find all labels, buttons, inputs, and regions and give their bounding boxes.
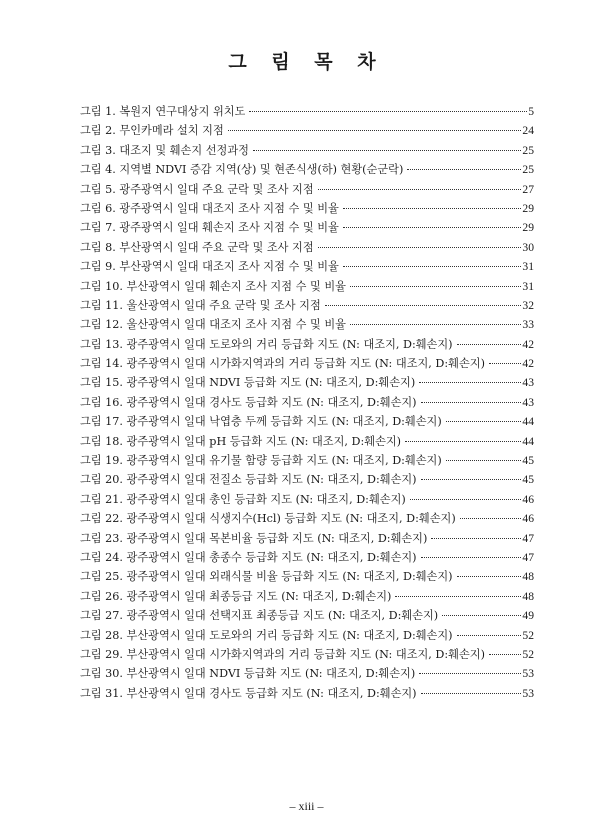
dot-leader bbox=[405, 441, 521, 442]
toc-entry-page: 52 bbox=[522, 647, 534, 661]
toc-entry[interactable] bbox=[80, 626, 534, 645]
toc-entry-title: 그림 16. 광주광역시 일대 경사도 등급화 지도 (N: 대조지, D:훼손지) bbox=[80, 395, 417, 409]
toc-entry-page: 48 bbox=[522, 589, 534, 603]
toc-entry[interactable] bbox=[80, 567, 534, 586]
dot-leader bbox=[228, 130, 522, 131]
toc-entry-title: 그림 29. 부산광역시 일대 시가화지역과의 거리 등급화 지도 (N: 대조지, D:훼손지) bbox=[80, 647, 485, 661]
toc-entry-title: 그림 2. 무인카메라 설치 지점 bbox=[80, 124, 224, 138]
dot-leader bbox=[318, 189, 522, 190]
dot-leader bbox=[446, 421, 522, 422]
dot-leader bbox=[407, 169, 521, 170]
toc-entry[interactable] bbox=[80, 354, 534, 373]
toc-entry-page: 33 bbox=[522, 318, 534, 332]
toc-entry-page: 44 bbox=[522, 434, 534, 448]
dot-leader bbox=[442, 615, 521, 616]
toc-entry-page: 47 bbox=[522, 550, 534, 564]
dot-leader bbox=[460, 518, 522, 519]
dot-leader bbox=[419, 382, 521, 383]
toc-entry[interactable] bbox=[80, 141, 534, 160]
toc-entry-page: 46 bbox=[522, 492, 534, 506]
toc-entry-title: 그림 8. 부산광역시 일대 주요 군락 및 조사 지점 bbox=[80, 240, 314, 254]
dot-leader bbox=[249, 111, 527, 112]
toc-entry[interactable] bbox=[80, 412, 534, 431]
dot-leader bbox=[343, 266, 522, 267]
toc-entry[interactable] bbox=[80, 509, 534, 528]
toc-entry-page: 48 bbox=[522, 570, 534, 584]
toc-entry-page: 53 bbox=[522, 686, 534, 700]
toc-entry-page: 31 bbox=[522, 260, 534, 274]
dot-leader bbox=[489, 363, 521, 364]
toc-entry[interactable] bbox=[80, 160, 534, 179]
dot-leader bbox=[343, 227, 522, 228]
toc-entry-title: 그림 7. 광주광역시 일대 훼손지 조사 지점 수 및 비율 bbox=[80, 221, 339, 235]
dot-leader bbox=[489, 654, 521, 655]
dot-leader bbox=[421, 402, 522, 403]
toc-entry-page: 43 bbox=[522, 395, 534, 409]
toc-entry-page: 31 bbox=[522, 279, 534, 293]
toc-entry[interactable] bbox=[80, 529, 534, 548]
toc-entry[interactable] bbox=[80, 277, 534, 296]
toc-entry[interactable] bbox=[80, 373, 534, 392]
toc-entry-title: 그림 6. 광주광역시 일대 대조지 조사 지점 수 및 비율 bbox=[80, 201, 339, 215]
toc-entry-page: 25 bbox=[522, 143, 534, 157]
toc-entry-title: 그림 18. 광주광역시 일대 pH 등급화 지도 (N: 대조지, D:훼손지) bbox=[80, 434, 402, 448]
page-title: 그 림 목 차 bbox=[228, 51, 385, 73]
toc-entry-page: 25 bbox=[522, 163, 534, 177]
toc-entry-page: 29 bbox=[522, 201, 534, 215]
toc-entry-page: 46 bbox=[522, 512, 534, 526]
toc-entry-title: 그림 31. 부산광역시 일대 경사도 등급화 지도 (N: 대조지, D:훼손지) bbox=[80, 686, 417, 700]
toc-entry-title: 그림 24. 광주광역시 일대 총종수 등급화 지도 (N: 대조지, D:훼손지) bbox=[80, 550, 417, 564]
dot-leader bbox=[395, 596, 521, 597]
figure-list bbox=[80, 102, 534, 703]
toc-entry[interactable] bbox=[80, 180, 534, 199]
toc-entry-page: 52 bbox=[522, 628, 534, 642]
toc-entry[interactable] bbox=[80, 257, 534, 276]
dot-leader bbox=[343, 208, 522, 209]
toc-entry-title: 그림 12. 울산광역시 일대 대조지 조사 지점 수 및 비율 bbox=[80, 318, 346, 332]
toc-entry-title: 그림 10. 부산광역시 일대 훼손지 조사 지점 수 및 비율 bbox=[80, 279, 346, 293]
toc-entry-title: 그림 20. 광주광역시 일대 전질소 등급화 지도 (N: 대조지, D:훼손지) bbox=[80, 473, 417, 487]
dot-leader bbox=[419, 673, 521, 674]
toc-entry-page: 32 bbox=[522, 298, 534, 312]
toc-entry[interactable] bbox=[80, 470, 534, 489]
toc-entry-page: 53 bbox=[522, 667, 534, 681]
dot-leader bbox=[457, 635, 522, 636]
toc-entry[interactable] bbox=[80, 238, 534, 257]
dot-leader bbox=[318, 247, 522, 248]
dot-leader bbox=[431, 538, 521, 539]
toc-entry-page: 42 bbox=[522, 337, 534, 351]
toc-entry-title: 그림 1. 복원지 연구대상지 위치도 bbox=[80, 105, 246, 118]
toc-entry-title: 그림 28. 부산광역시 일대 도로와의 거리 등급화 지도 (N: 대조지, D:훼손지) bbox=[80, 628, 453, 642]
toc-entry-page: 5 bbox=[528, 105, 534, 118]
dot-leader bbox=[350, 324, 521, 325]
dot-leader bbox=[421, 479, 522, 480]
toc-entry-page: 47 bbox=[522, 531, 534, 545]
toc-entry[interactable] bbox=[80, 548, 534, 567]
toc-entry-page: 27 bbox=[522, 182, 534, 196]
toc-entry-title: 그림 11. 울산광역시 일대 주요 군락 및 조사 지점 bbox=[80, 298, 321, 312]
toc-entry[interactable] bbox=[80, 121, 534, 140]
toc-entry-title: 그림 15. 광주광역시 일대 NDVI 등급화 지도 (N: 대조지, D:훼손지) bbox=[80, 376, 416, 390]
toc-entry[interactable] bbox=[80, 606, 534, 625]
toc-entry-page: 24 bbox=[522, 124, 534, 138]
toc-entry[interactable] bbox=[80, 587, 534, 606]
toc-entry-page: 42 bbox=[522, 357, 534, 371]
toc-entry-page: 45 bbox=[522, 473, 534, 487]
dot-leader bbox=[457, 576, 522, 577]
toc-entry-title: 그림 27. 광주광역시 일대 선택지표 최종등급 지도 (N: 대조지, D:훼손지) bbox=[80, 609, 439, 623]
toc-entry[interactable] bbox=[80, 199, 534, 218]
toc-entry[interactable] bbox=[80, 218, 534, 237]
toc-entry-title: 그림 4. 지역별 NDVI 증감 지역(상) 및 현존식생(하) 현황(순군락) bbox=[80, 163, 404, 177]
toc-entry-title: 그림 9. 부산광역시 일대 대조지 조사 지점 수 및 비율 bbox=[80, 260, 339, 274]
toc-entry[interactable] bbox=[80, 684, 534, 703]
toc-entry[interactable] bbox=[80, 335, 534, 354]
toc-entry-title: 그림 22. 광주광역시 일대 식생지수(Hcl) 등급화 지도 (N: 대조지, D:훼손지) bbox=[80, 512, 456, 526]
toc-entry-page: 29 bbox=[522, 221, 534, 235]
dot-leader bbox=[325, 305, 522, 306]
toc-entry[interactable] bbox=[80, 645, 534, 664]
dot-leader bbox=[253, 150, 521, 151]
toc-entry-page: 44 bbox=[522, 415, 534, 429]
dot-leader bbox=[410, 499, 522, 500]
toc-entry-title: 그림 19. 광주광역시 일대 유기물 함량 등급화 지도 (N: 대조지, D:훼손지) bbox=[80, 454, 442, 468]
toc-entry[interactable] bbox=[80, 664, 534, 683]
toc-entry-title: 그림 17. 광주광역시 일대 낙엽층 두께 등급화 지도 (N: 대조지, D:훼손지) bbox=[80, 415, 442, 429]
toc-entry-page: 30 bbox=[522, 240, 534, 254]
toc-entry[interactable] bbox=[80, 490, 534, 509]
dot-leader bbox=[446, 460, 522, 461]
toc-entry-title: 그림 21. 광주광역시 일대 총인 등급화 지도 (N: 대조지, D:훼손지) bbox=[80, 492, 406, 506]
dot-leader bbox=[457, 344, 522, 345]
toc-entry[interactable] bbox=[80, 451, 534, 470]
page-number: – xiii – bbox=[289, 799, 324, 813]
toc-entry[interactable] bbox=[80, 393, 534, 412]
dot-leader bbox=[350, 286, 521, 287]
toc-entry-title: 그림 30. 부산광역시 일대 NDVI 등급화 지도 (N: 대조지, D:훼손지) bbox=[80, 667, 416, 681]
toc-entry-title: 그림 23. 광주광역시 일대 목본비율 등급화 지도 (N: 대조지, D:훼손지) bbox=[80, 531, 428, 545]
toc-entry-title: 그림 14. 광주광역시 일대 시가화지역과의 거리 등급화 지도 (N: 대조지, D:훼손지) bbox=[80, 357, 485, 371]
toc-entry-page: 43 bbox=[522, 376, 534, 390]
toc-entry[interactable] bbox=[80, 432, 534, 451]
dot-leader bbox=[421, 557, 522, 558]
toc-entry-page: 45 bbox=[522, 454, 534, 468]
dot-leader bbox=[421, 693, 522, 694]
toc-entry-page: 49 bbox=[522, 609, 534, 623]
toc-entry-title: 그림 25. 광주광역시 일대 외래식물 비율 등급화 지도 (N: 대조지, D:훼손지) bbox=[80, 570, 453, 584]
toc-entry[interactable] bbox=[80, 102, 534, 121]
toc-entry[interactable] bbox=[80, 315, 534, 334]
toc-entry-title: 그림 5. 광주광역시 일대 주요 군락 및 조사 지점 bbox=[80, 182, 314, 196]
toc-entry-title: 그림 26. 광주광역시 일대 최종등급 지도 (N: 대조지, D:훼손지) bbox=[80, 589, 392, 603]
toc-entry-title: 그림 13. 광주광역시 일대 도로와의 거리 등급화 지도 (N: 대조지, D:훼손지) bbox=[80, 337, 453, 351]
toc-entry[interactable] bbox=[80, 296, 534, 315]
toc-entry-title: 그림 3. 대조지 및 훼손지 선정과정 bbox=[80, 143, 249, 157]
